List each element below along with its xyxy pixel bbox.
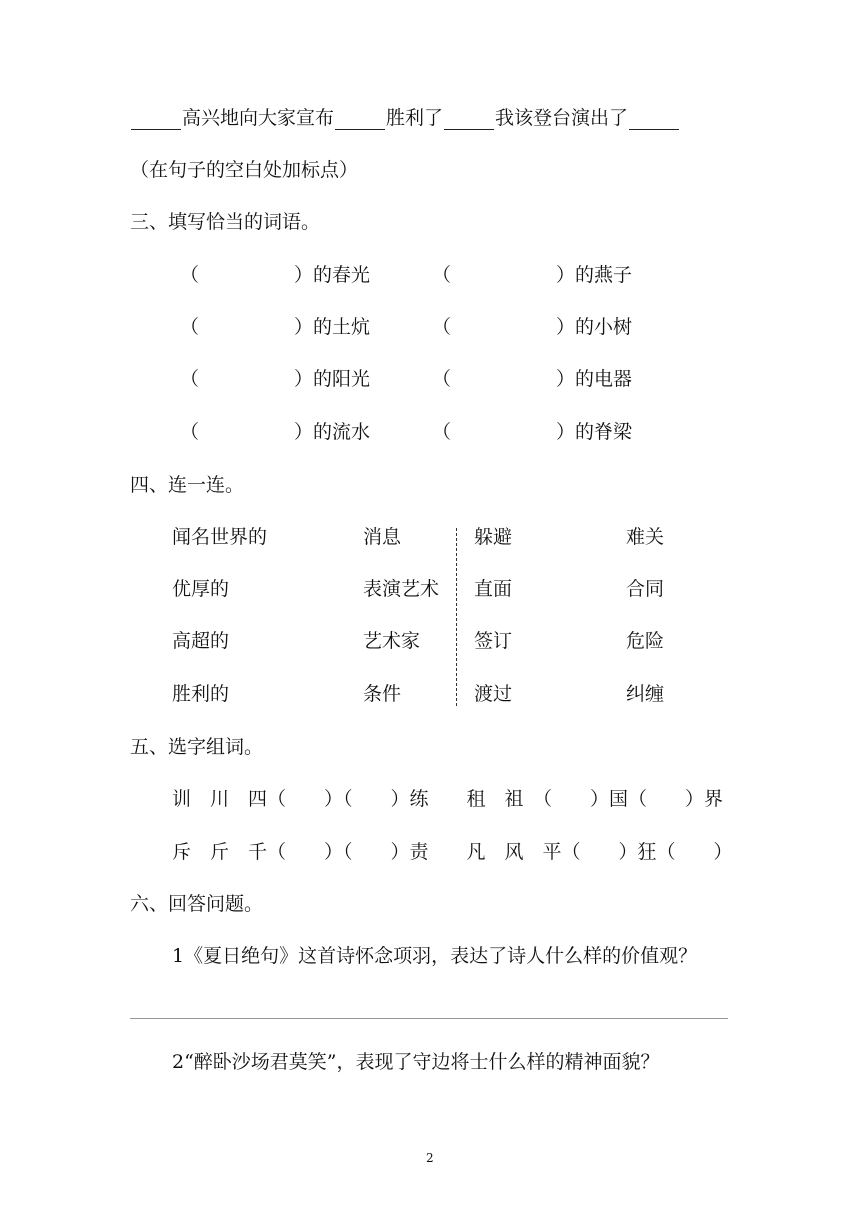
- fill-item: ）的电器: [556, 368, 633, 390]
- punctuation-hint: （在句子的空白处加标点）: [130, 159, 359, 181]
- blank-4[interactable]: [629, 109, 679, 130]
- fill-item: ）的燕子: [556, 264, 633, 286]
- blank-3[interactable]: [444, 109, 494, 130]
- fill-item: ）的土炕: [294, 316, 371, 338]
- match-right-term: 直面: [474, 578, 513, 600]
- match-right-target: 合同: [626, 578, 665, 600]
- fill-open-paren: （: [432, 368, 452, 390]
- section-3-title: 三、填写恰当的词语。: [130, 211, 321, 233]
- fill-open-paren: （: [180, 368, 200, 390]
- section-6-title: 六、回答问题。: [130, 893, 264, 915]
- fill-open-paren: （: [180, 264, 200, 286]
- word-choice-line-2: 斥 斤 千（ ）（ ）责 凡 风 平（ ）狂（ ）: [172, 841, 733, 863]
- fill-item: ）的阳光: [294, 368, 371, 390]
- match-left-target: 艺术家: [363, 630, 421, 652]
- fill-open-paren: （: [432, 316, 452, 338]
- fill-item: ）的春光: [294, 264, 371, 286]
- match-right-term: 躲避: [474, 526, 513, 548]
- match-left-term: 胜利的: [172, 683, 230, 705]
- match-left-target: 表演艺术: [363, 578, 440, 600]
- dashed-divider: [456, 528, 457, 706]
- match-right-target: 纠缠: [626, 683, 665, 705]
- blank-1[interactable]: [131, 109, 181, 130]
- match-right-target: 难关: [626, 526, 665, 548]
- match-right-term: 渡过: [474, 683, 513, 705]
- match-left-term: 闻名世界的: [172, 526, 268, 548]
- question-2: 2“醉卧沙场君莫笑”，表现了守边将士什么样的精神面貌？: [172, 1051, 660, 1073]
- match-left-term: 高超的: [172, 630, 230, 652]
- fill-open-paren: （: [180, 421, 200, 443]
- blank-2[interactable]: [335, 109, 385, 130]
- section-5-title: 五、选字组词。: [130, 736, 264, 758]
- fill-item: ）的流水: [294, 421, 371, 443]
- fill-item: ）的脊梁: [556, 421, 633, 443]
- question-1: 1《夏日绝句》这首诗怀念项羽，表达了诗人什么样的价值观？: [172, 945, 698, 967]
- punctuation-sentence: 高兴地向大家宣布 胜利了 我该登台演出了: [130, 106, 680, 130]
- fill-open-paren: （: [432, 264, 452, 286]
- match-left-target: 消息: [363, 526, 402, 548]
- section-4-title: 四、连一连。: [130, 474, 245, 496]
- fill-open-paren: （: [432, 421, 452, 443]
- match-left-term: 优厚的: [172, 578, 230, 600]
- match-left-target: 条件: [363, 683, 402, 705]
- page-number: 2: [426, 1151, 434, 1165]
- fill-open-paren: （: [180, 316, 200, 338]
- fill-item: ）的小树: [556, 316, 633, 338]
- match-right-target: 危险: [626, 630, 665, 652]
- answer-line[interactable]: [130, 1018, 728, 1019]
- word-choice-line-1: 训 川 四（ ）（ ）练 租 祖 （ ）国（ ）界: [172, 788, 724, 810]
- match-right-term: 签订: [474, 630, 513, 652]
